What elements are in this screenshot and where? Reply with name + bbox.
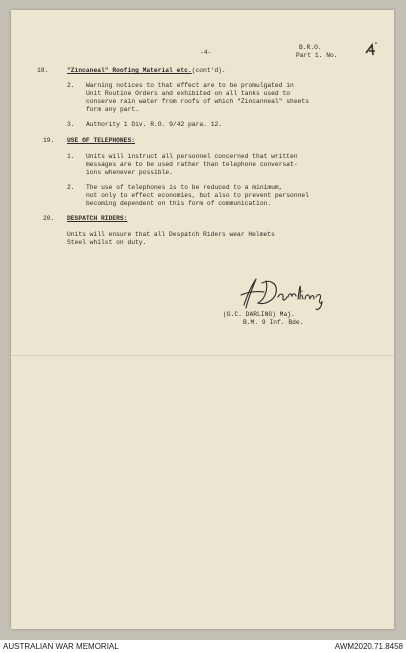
section-18-number: 18.: [37, 67, 49, 74]
section-18-heading: [67, 67, 226, 75]
section-18-heading-main: "Zincaneal" Roofing Material etc.: [67, 67, 192, 74]
signatory-name: (G.C. DARLING) Maj.: [223, 311, 295, 318]
section-18-p2-line-2: Unit Routine Orders and exhibited on all tanks used to: [86, 90, 291, 97]
archive-footer: [0, 640, 406, 653]
section-19-p2-line-1: The use of telephones is to be reduced to a minimum,: [86, 184, 283, 191]
footer-institution: AUSTRALIAN WAR MEMORIAL: [3, 642, 119, 651]
section-20-line-1: Units will ensure that all Despatch Riders wear Helmets: [67, 231, 275, 238]
section-18-p3-text: Authority 1 Div. R.O. 9/42 para. 12.: [86, 121, 223, 128]
section-19-p1-line-1: Units will instruct all personnel concerned that written: [86, 153, 298, 160]
section-18-p3-number: 3.: [67, 121, 75, 128]
section-20-number: 20.: [43, 215, 55, 222]
section-19-p2-number: 2.: [67, 184, 75, 191]
section-20-line-2: Steel whilst on duty.: [67, 239, 147, 246]
ink-mark-icon: [360, 39, 380, 61]
section-18-p2-number: 2.: [67, 82, 75, 89]
section-19-heading: USE OF TELEPHONES:: [67, 137, 136, 144]
section-19-p2-line-2: not only to effect economies, but also to prevent personnel: [86, 192, 309, 199]
section-19-p1-line-3: ions whenever possible.: [86, 169, 173, 176]
section-20-heading: DESPATCH RIDERS:: [67, 215, 128, 222]
signatory-title: B.M. 9 Inf. Bde.: [243, 319, 304, 326]
section-19-p1-line-2: messages are to be used rather than telephone conversat-: [86, 161, 298, 168]
section-19-number: 19.: [43, 137, 55, 144]
section-19-p1-number: 1.: [67, 153, 75, 160]
section-18-heading-suffix: (cont'd).: [191, 67, 226, 74]
reference-line-2: Part 1. No.: [296, 52, 338, 59]
section-18-p2-line-4: form any part.: [86, 106, 139, 113]
section-18-p2-line-1: Warning notices to that effect are to be promulgated in: [86, 82, 294, 89]
page-fold-line: [11, 355, 394, 356]
handwritten-signature: [238, 275, 328, 313]
footer-accession-number: AWM2020.71.8458: [334, 642, 403, 651]
reference-line-1: B.R.O.: [299, 44, 322, 51]
section-19-p2-line-3: becoming dependent on this form of communication.: [86, 200, 272, 207]
page-number: -4-: [200, 49, 212, 56]
section-18-p2-line-3: conserve rain water from roofs of which "Zincanneal" sheets: [86, 98, 309, 105]
